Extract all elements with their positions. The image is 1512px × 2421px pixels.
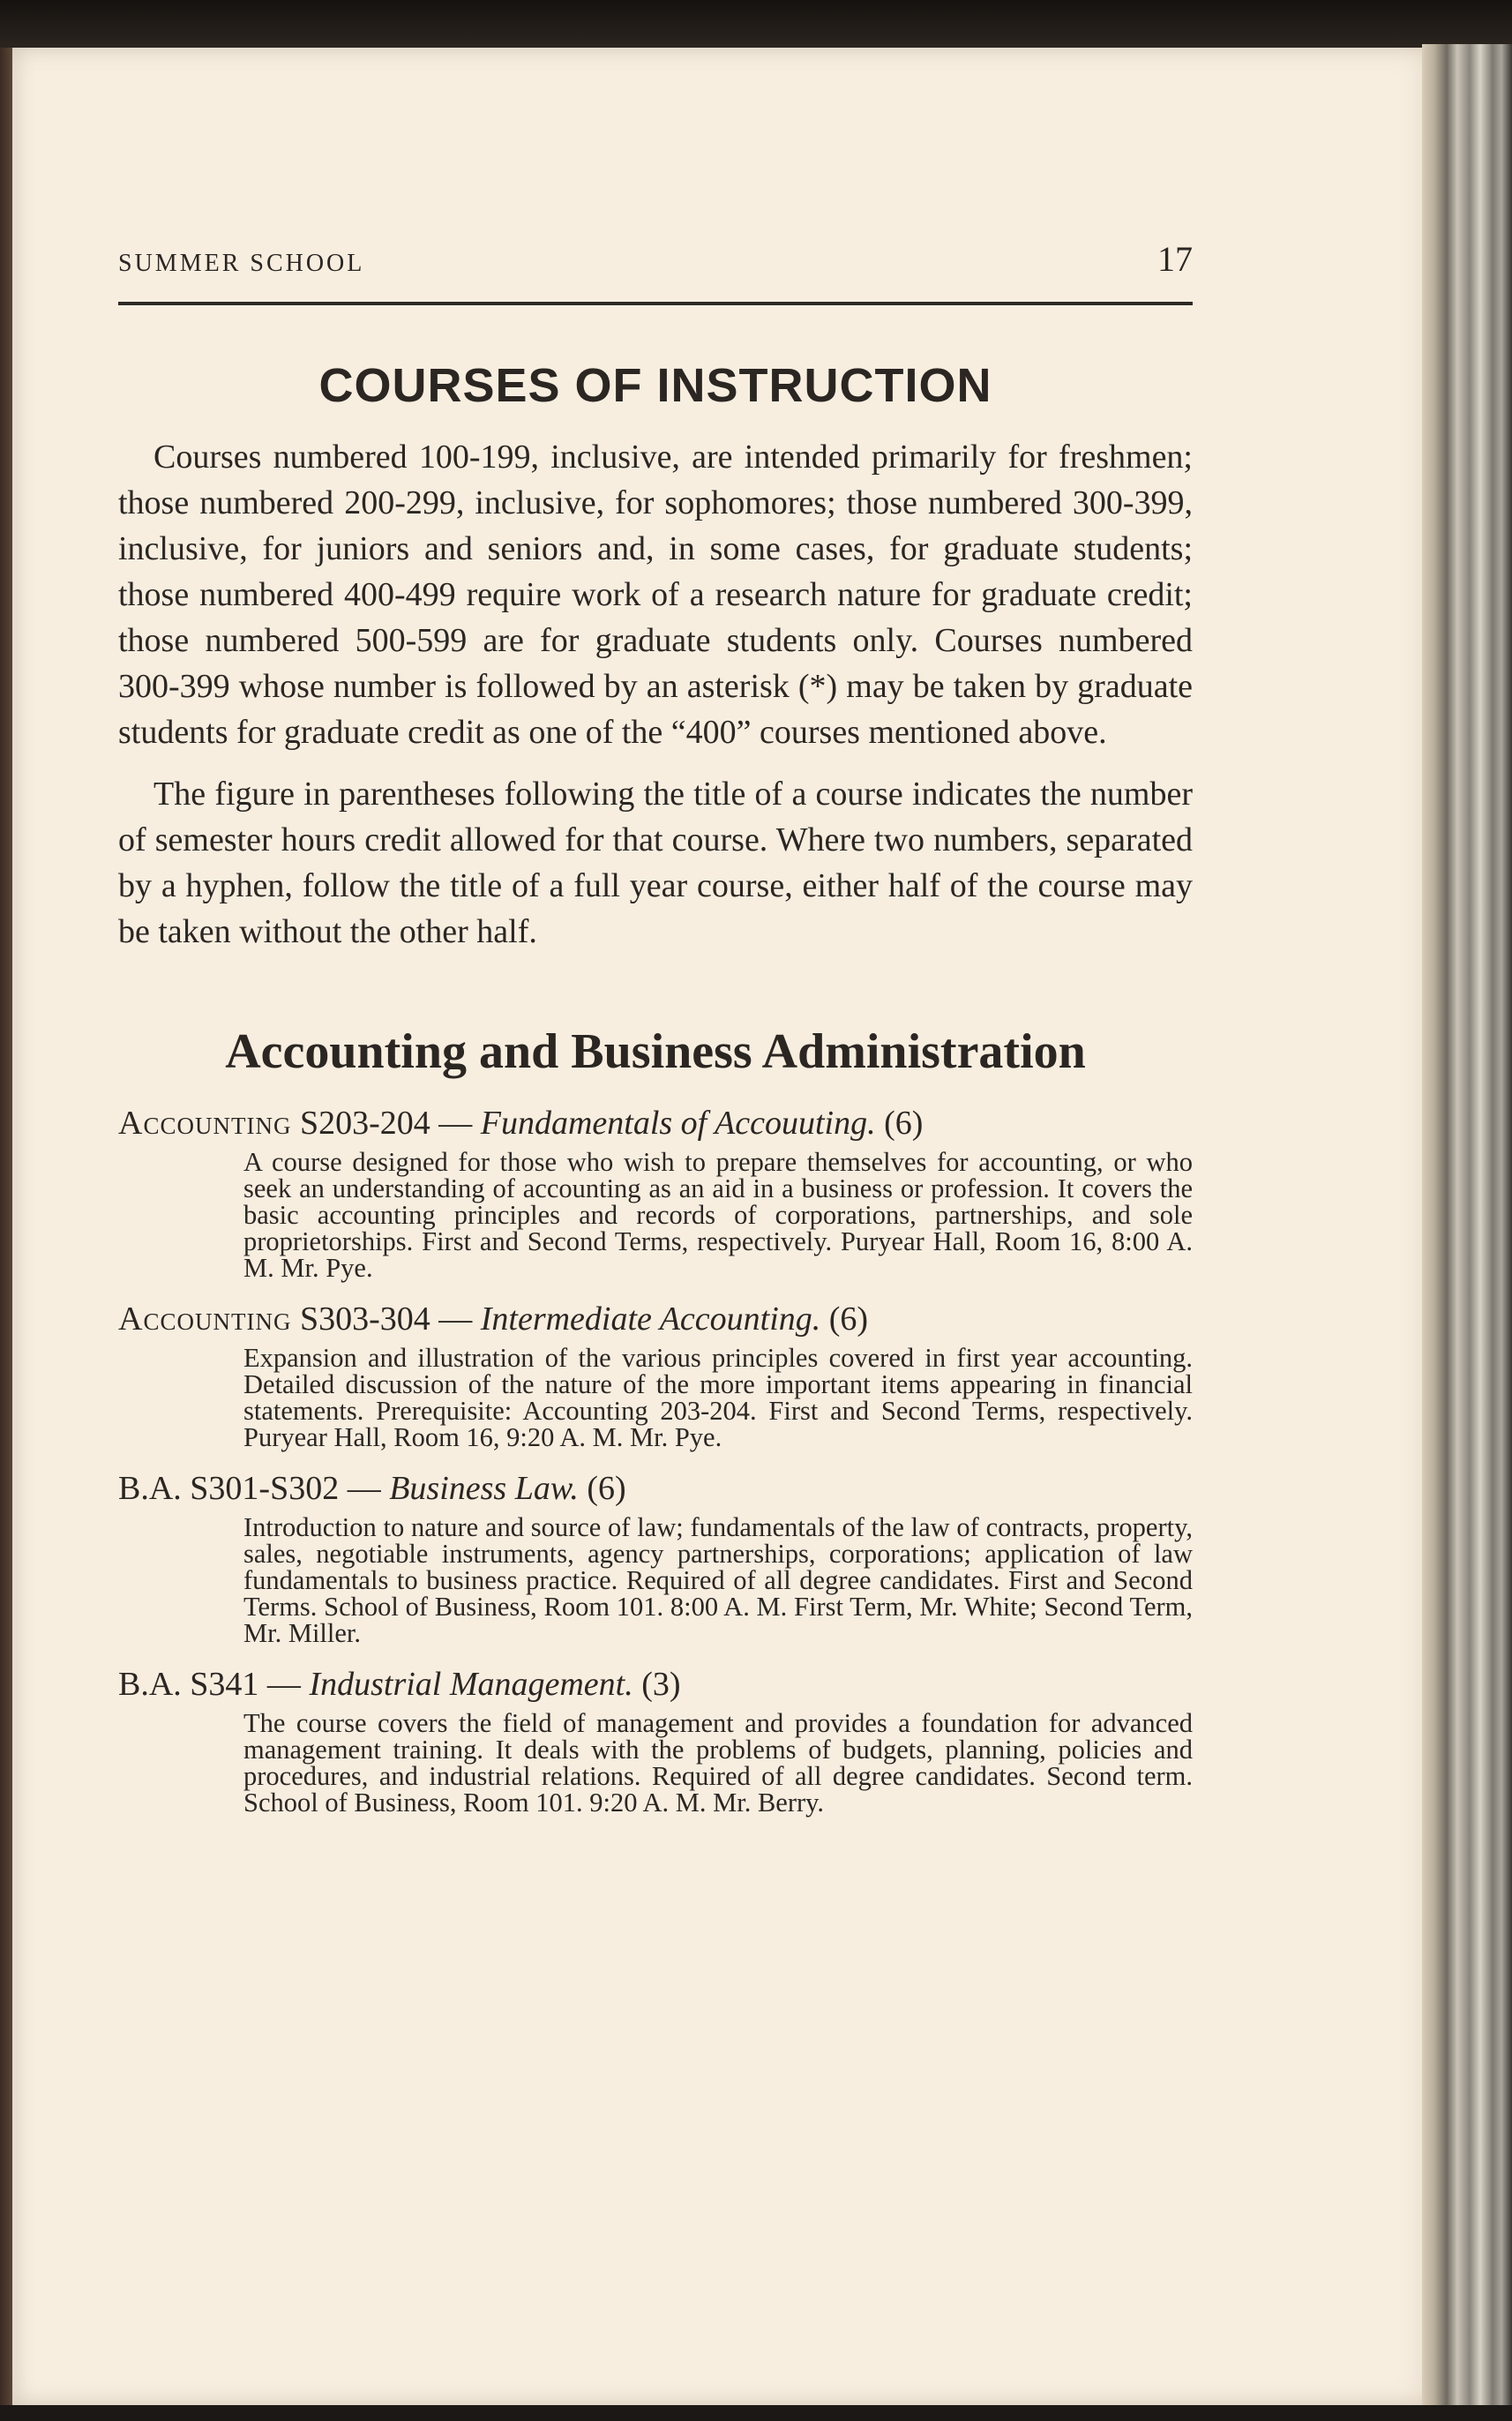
section-title: Accounting and Business Administration <box>225 1024 1086 1079</box>
course-description: A course designed for those who wish to prepare themselves for accounting, or who seek an understanding of accounting as an aid in a business or profession. It covers the basic accounting principles and records of corporations, partnerships, and sole proprietorships. First and Second Terms, respectively. Puryear Hall, Room 16, 8:00 A. M. Mr. Pye. <box>243 1147 1193 1283</box>
course-heading <box>118 1101 1193 1145</box>
course-number: S303-304 — <box>299 1300 473 1338</box>
course-entry <box>118 1101 1193 1281</box>
course-name: Intermediate Accounting. <box>480 1300 821 1338</box>
course-dept: B.A. <box>118 1470 182 1507</box>
running-head <box>118 238 1193 291</box>
course-description: Expansion and illustration of the various principles covered in first year accounting. Detailed discussion of the nature of the more important items appearing in financial statements. Prerequisite: Accounting 203-204. First and Second Terms, respectively. Puryear Hall, Room 16, 9:20 A. M. Mr. Pye. <box>243 1343 1193 1452</box>
intro-paragraph-1: Courses numbered 100-199, inclusive, are intended primarily for freshmen; those numbered 200-299, inclusive, for sophomores; those numbered 300-399, inclusive, for juniors and seniors and, in some cases, for graduate students; those numbered 400-499 require work of a research nature for graduate credit; those numbered 500-599 are for graduate students only. Courses numbered 300-399 whose number is followed by an asterisk (*) may be taken by graduate students for graduate credit as one of the “400” courses mentioned above. <box>118 438 1193 751</box>
course-name: Fundamentals of Accouuting. <box>480 1105 876 1142</box>
course-number: S301-S302 — <box>190 1470 381 1507</box>
course-dept: Accounting <box>118 1300 292 1338</box>
course-credits: (3) <box>641 1666 681 1703</box>
header-rule <box>118 302 1193 305</box>
intro-text <box>118 434 1193 955</box>
course-credits: (6) <box>828 1300 869 1338</box>
page-stack-edge <box>1422 44 1512 2421</box>
course-number: S203-204 — <box>299 1105 473 1142</box>
page-title: COURSES OF INSTRUCTION <box>318 359 992 412</box>
course-dept: B.A. <box>118 1666 182 1703</box>
course-dept: Accounting <box>118 1105 292 1142</box>
scan-bottom-edge <box>0 2405 1512 2421</box>
course-credits: (6) <box>587 1470 626 1507</box>
book-gutter-edge <box>0 48 12 2405</box>
course-heading <box>118 1662 1193 1706</box>
course-description: The course covers the field of management and provides a foundation for advanced management training. It deals with the problems of budgets, planning, policies and procedures, and industrial relations. Required of all degree candidates. Second term. School of Business, Room 101. 9:20 A. M. Mr. Berry. <box>243 1708 1193 1818</box>
page-number: 17 <box>1157 239 1193 279</box>
intro-paragraph-2: The figure in parentheses following the title of a course indicates the number of semester hours credit allowed for that course. Where two numbers, separated by a hyphen, follow the title of a full year course, either half of the course may be taken without the other half. <box>118 776 1193 950</box>
course-number: S341 — <box>190 1666 301 1703</box>
page-content <box>118 238 1193 1832</box>
course-description: Introduction to nature and source of law; fundamentals of the law of contracts, property, sales, negotiable instruments, agency partnerships, corporations; application of law fundamentals to business practice. Required of all degree candidates. First and Second Terms. School of Business, Room 101. 8:00 A. M. First Term, Mr. White; Second Term, Mr. Miller. <box>243 1512 1193 1648</box>
course-entry <box>118 1297 1193 1450</box>
course-name: Industrial Management. <box>309 1666 633 1703</box>
scan-top-edge <box>0 0 1512 48</box>
course-heading <box>118 1297 1193 1341</box>
course-heading <box>118 1466 1193 1510</box>
course-entry <box>118 1466 1193 1646</box>
running-head-title: SUMMER SCHOOL <box>118 250 365 277</box>
course-credits: (6) <box>884 1105 924 1142</box>
course-name: Business Law. <box>389 1470 579 1507</box>
course-entry <box>118 1662 1193 1816</box>
